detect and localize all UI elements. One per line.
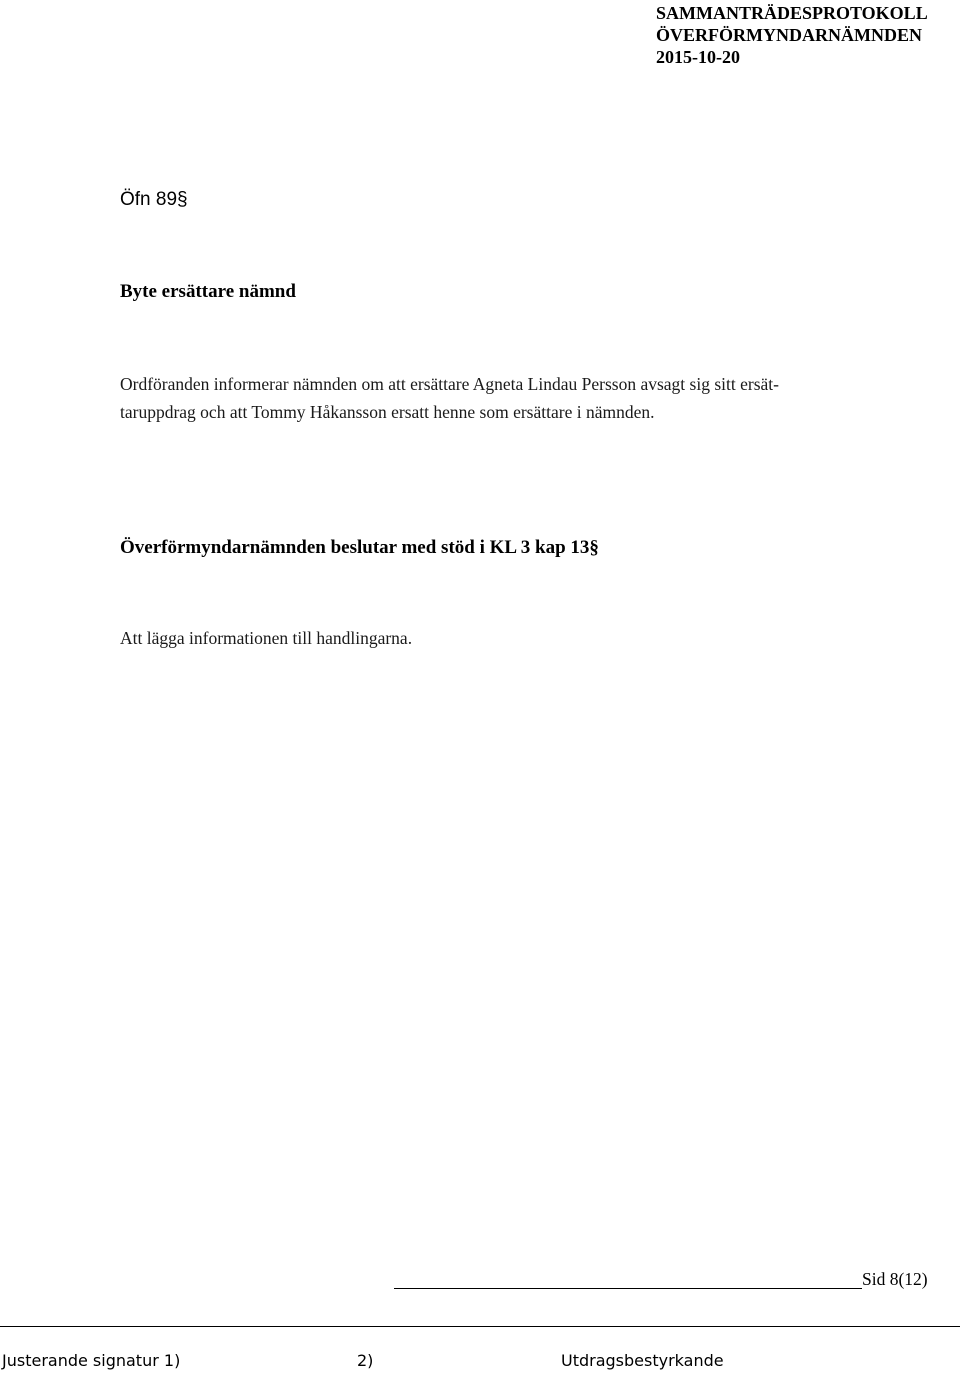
page-number-rule [394, 1288, 862, 1289]
page-number: Sid 8(12) [862, 1269, 928, 1289]
decision-text: Att lägga informationen till handlingarna. [120, 628, 413, 648]
meeting-date: 2015-10-20 [656, 47, 740, 67]
footer-extract-certification: Utdragsbestyrkande [561, 1351, 724, 1370]
paragraph-line: Ordföranden informerar nämnden om att ersättare Agneta Lindau Persson avsagt sig sitt ersät- [120, 374, 779, 394]
section-paragraph [120, 370, 910, 426]
section-title: Byte ersättare nämnd [120, 281, 296, 302]
decision-heading: Överförmyndarnämnden beslutar med stöd i KL 3 kap 13§ [120, 537, 599, 558]
document-header [656, 2, 956, 68]
section-number: Öfn 89§ [120, 189, 188, 210]
footer-signature-2: 2) [357, 1351, 374, 1370]
document-type: SAMMANTRÄDESPROTOKOLL [656, 3, 928, 23]
footer-signature-1: Justerande signatur 1) [2, 1351, 181, 1370]
paragraph-line: taruppdrag och att Tommy Håkansson ersatt henne som ersättare i nämnden. [120, 402, 655, 422]
footer-divider [0, 1326, 960, 1327]
committee-name: ÖVERFÖRMYNDARNÄMNDEN [656, 25, 922, 45]
